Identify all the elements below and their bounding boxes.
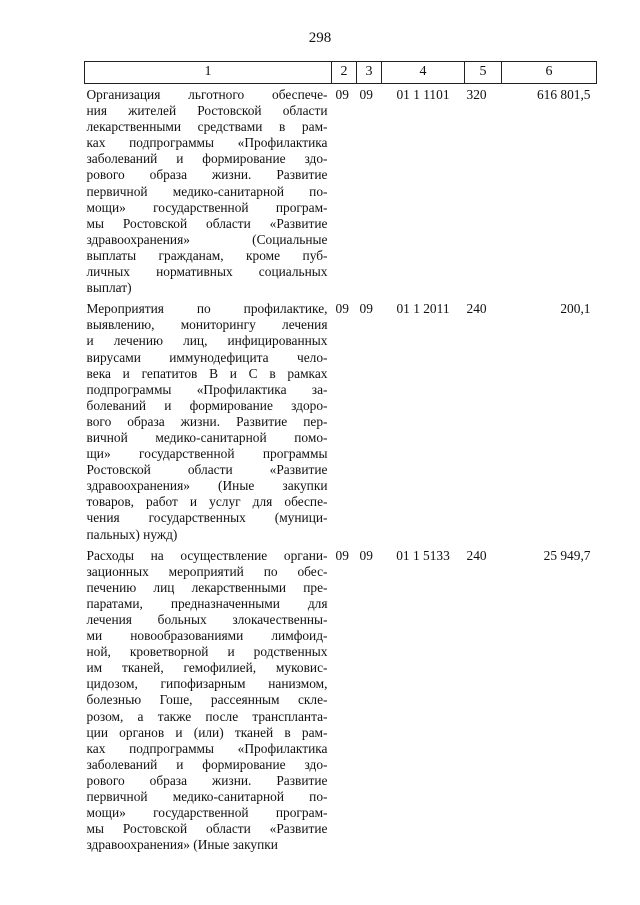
description-line: первичной медико-санитарной по- [86, 789, 328, 805]
subsection-code: 09 [359, 547, 373, 563]
description-line: им тканей, гемофилией, муковис- [86, 660, 328, 676]
expense-type-code: 240 [466, 301, 487, 317]
description-line: первичной медико-санитарной по- [86, 183, 328, 199]
description-line: болезнью Гоше, рассеянным скле- [86, 692, 328, 708]
row-description [85, 84, 332, 302]
description-line: здравоохранения» (Социальные [86, 231, 328, 247]
description-line: выплаты гражданам, кроме пуб- [86, 247, 328, 263]
description-line: ми новообразованиями лимфоид- [86, 628, 328, 644]
description-line: мощи» государственной програм- [86, 199, 328, 215]
target-article-code: 01 1 2011 [396, 301, 450, 317]
subsection-code: 09 [359, 87, 373, 102]
header-col-6: 6 [502, 62, 597, 84]
header-row [85, 62, 597, 84]
description-line: лечения больных злокачественны- [86, 612, 328, 627]
description-line: чения государственных (муници- [86, 510, 328, 526]
description-line: болеваний и формирование здоро- [86, 397, 328, 413]
description-line: мы Ростовской области «Развитие [86, 215, 328, 231]
table-header [85, 62, 597, 84]
expense-type-code: 240 [466, 547, 487, 563]
description-line: личных нормативных социальных [86, 264, 328, 280]
row-description [85, 548, 332, 859]
amount-value: 25 949,7 [543, 547, 591, 563]
subsection-code: 09 [359, 301, 373, 317]
description-line: выплат) [86, 280, 132, 296]
header-col-2: 2 [332, 62, 357, 84]
description-line: мы Ростовской области «Развитие [86, 821, 328, 837]
description-line: Мероприятия по профилактике, [86, 301, 328, 317]
description-line: Ростовской области «Развитие [86, 462, 328, 478]
description-line: ках подпрограммы «Профилактика [86, 740, 328, 756]
section-code: 09 [335, 547, 349, 563]
description-line: Расходы на осуществление органи- [86, 547, 328, 563]
description-line: здравоохранения» (Иные закупки [86, 837, 278, 853]
description-line: подпрограммы «Профилактика за- [86, 381, 328, 397]
description-line: лекарственными средствами в рам- [86, 119, 328, 135]
description-line: ции органов и (или) тканей в рам- [86, 724, 328, 740]
description-line: рового образа жизни. Развитие [86, 772, 328, 788]
header-col-1: 1 [85, 62, 332, 84]
section-code: 09 [335, 301, 349, 317]
description-line: ной, кроветворной и родственных [86, 644, 328, 660]
description-line: заболеваний и формирование здо- [86, 756, 328, 772]
description-line: рового образа жизни. Развитие [86, 167, 328, 183]
header-col-5: 5 [465, 62, 502, 84]
header-col-4: 4 [382, 62, 465, 84]
description-line: здравоохранения» (Иные закупки [86, 478, 328, 494]
table-row [85, 84, 597, 302]
expense-type-code: 320 [466, 87, 487, 102]
description-line: века и гепатитов B и C в рамках [86, 365, 328, 381]
description-line: ния жителей Ростовской области [86, 103, 328, 119]
description-line: паратами, предназначенными для [86, 595, 328, 611]
description-line: пальных) нужд) [86, 526, 178, 542]
description-line: ках подпрограммы «Профилактика [86, 135, 328, 151]
description-line: цидозом, гипофизарным нанизмом, [86, 676, 328, 692]
description-line: печению лиц лекарственными пре- [86, 579, 328, 595]
description-line: зационных мероприятий по обес- [86, 563, 328, 579]
description-line: щи» государственной программы [86, 446, 328, 462]
table-row [85, 548, 597, 859]
description-line: розом, а также после транспланта- [86, 708, 328, 724]
page-number: 298 [308, 30, 332, 46]
description-line: вичной медико-санитарной помо- [86, 429, 328, 445]
description-line: вого образа жизни. Развитие пер- [86, 413, 328, 429]
row-description [85, 301, 332, 547]
table-row [85, 301, 597, 547]
target-article-code: 01 1 5133 [396, 547, 450, 563]
description-line: вирусами иммунодефицита чело- [86, 349, 328, 365]
amount-value: 200,1 [560, 301, 591, 317]
description-line: Организация льготного обеспече- [86, 87, 328, 102]
header-col-3: 3 [357, 62, 382, 84]
description-line: товаров, работ и услуг для обеспе- [86, 494, 328, 510]
amount-value: 616 801,5 [536, 87, 591, 102]
budget-table [84, 61, 597, 858]
table-body [85, 84, 597, 859]
description-line: заболеваний и формирование здо- [86, 151, 328, 167]
description-line: мощи» государственной програм- [86, 805, 328, 821]
description-line: выявлению, мониторингу лечения [86, 317, 328, 333]
description-line: и лечению лиц, инфицированных [86, 333, 328, 349]
target-article-code: 01 1 1101 [396, 87, 450, 102]
section-code: 09 [335, 87, 349, 102]
